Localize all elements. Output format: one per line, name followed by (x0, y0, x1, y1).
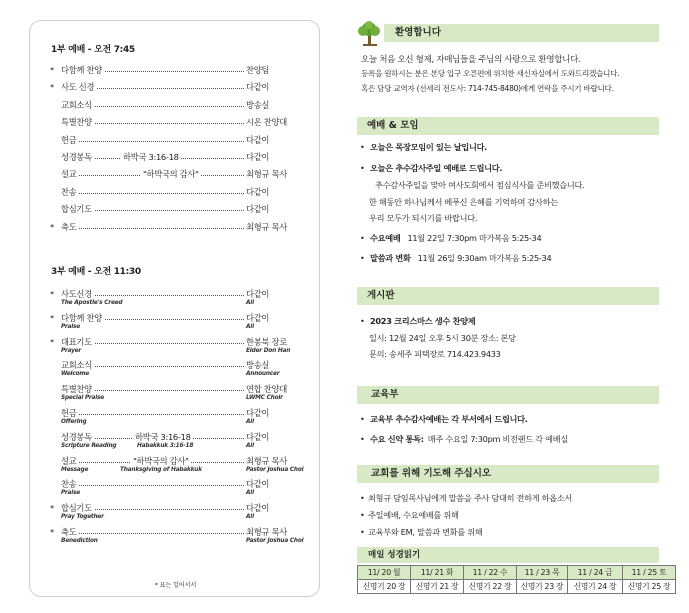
prayer-item: • 교육부와 EM, 말씀과 변화를 위해 (360, 527, 483, 537)
service-row-english-leader: Pastor Joshua Choi (246, 538, 304, 544)
service-row (50, 203, 302, 215)
service-row-english-leader: LWMC Choir (246, 395, 283, 402)
service-row-label: 설교 (61, 169, 77, 180)
service-row-leader: 최형규 목사 (246, 169, 287, 180)
tree-icon (357, 20, 383, 47)
service-row-english-leader: All (246, 490, 254, 497)
service-row (50, 186, 302, 198)
worship-header (357, 117, 659, 135)
worship-item-1: • 오늘은 목장모임이 있는 날입니다. (360, 142, 487, 152)
service-row-leader: 다같이 (246, 186, 270, 197)
service-row-leader: 찬양팀 (246, 65, 270, 75)
service-row-leader: 한봉북 장로 (246, 336, 287, 347)
service-row-leader: 최형규 목사 (246, 221, 287, 232)
service3-title: 3부 예배 - 오전 11:30 (51, 267, 141, 277)
service-row-leader: 다같이 (246, 134, 270, 145)
service-row-english-label: Special Praise (61, 395, 105, 402)
service-row-english-label: Benediction (61, 538, 98, 544)
prayer-item: • 주일예배, 수요예배를 위해 (360, 510, 459, 520)
service-row-english-label: Welcome (61, 371, 89, 378)
service-row-label: 특별찬양 (61, 117, 92, 128)
service-row-leader: 시온 찬양대 (246, 117, 287, 128)
education-item-2: • 수요 신약 통독: 매주 수요일 7:30pm 비전랜드 각 예배실 (360, 434, 568, 444)
worship-item-3: • 수요예배 11월 22일 7:30pm 마가복음 5:25-34 (360, 233, 542, 243)
service-row (50, 116, 302, 128)
service-row-english-detail: Thanksgiving of Habakkuk (120, 466, 202, 473)
service-row-label: 설교 (61, 455, 77, 466)
bible-reading-cell: 신명기 24 장 (568, 580, 623, 594)
board-item-1-line1: 일시: 12월 24일 오후 5시 30분 장소: 본당 (369, 333, 516, 343)
stand-marker: * (50, 527, 54, 537)
bible-reading-table (357, 565, 676, 594)
service-row (50, 81, 302, 93)
service-row-english-detail: Habakkuk 3:16-18 (137, 442, 194, 449)
stand-marker: * (50, 65, 54, 75)
stand-marker: * (50, 82, 54, 93)
board-header (357, 287, 659, 305)
service-row-leader: 다같이 (246, 82, 270, 93)
service-row-leader: 다같이 (246, 431, 270, 442)
service-row-label: 축도 (61, 221, 77, 232)
welcome-title: 환영합니다 (395, 27, 441, 38)
service-row-english-leader: All (246, 419, 254, 425)
service-row (50, 312, 302, 324)
service-row-detail: "하박국의 감사" (143, 169, 199, 180)
board-item-1-line2: 문의: 송세주 피택장로 714.423.9433 (369, 349, 501, 359)
service-row-leader: 다같이 (246, 479, 270, 490)
service-row (50, 221, 302, 233)
service-row (50, 526, 302, 538)
bible-reading-header (357, 547, 659, 563)
service1-title: 1부 예배 - 오전 7:45 (51, 45, 135, 55)
service-row-english-label: Offering (61, 419, 87, 425)
service-row-leader: 다같이 (246, 204, 270, 215)
education-header (357, 386, 659, 404)
service-row-label: 다함께 찬양 (61, 65, 102, 75)
service-row-english-label: Message (61, 466, 89, 473)
stand-marker: * (50, 221, 54, 232)
worship-item-2-line3: 우리 모두가 되시기를 바랍니다. (369, 213, 478, 223)
worship-item-4: • 말씀과 변화 11월 26일 9:30am 마가복음 5:25-34 (360, 253, 552, 263)
service-row (50, 431, 302, 443)
bible-reading-title: 매일 성경읽기 (368, 550, 421, 560)
prayer-header (357, 465, 659, 483)
service-row (50, 455, 302, 467)
bible-day-cell: 11 / 24 금 (568, 566, 623, 580)
stand-marker: * (50, 503, 54, 514)
service-row-leader: 연합 찬양대 (246, 384, 287, 395)
welcome-line3: 혹은 담당 교역자 (선세리 전도사: 714-745-8480)에게 연락을 주시기 바랍니다. (361, 84, 614, 93)
service-row-english-leader: All (246, 300, 254, 306)
service-row-leader: 최형규 목사 (246, 455, 287, 466)
service-row-label: 합심기도 (61, 204, 92, 215)
service-row-leader: 다같이 (246, 312, 270, 323)
worship-title: 예배 & 모임 (367, 120, 419, 131)
service-row-english-leader: Pastor Joshua Choi (246, 466, 304, 473)
service-row (50, 151, 302, 163)
bible-day-cell: 11 / 22 수 (464, 566, 517, 580)
service-row-detail: 하박국 3:16-18 (135, 431, 191, 442)
stand-marker: * (50, 312, 54, 323)
bible-day-cell: 11/ 20 월 (358, 566, 411, 580)
bible-reading-cell: 신명기 22 장 (464, 580, 517, 594)
service-row (50, 288, 302, 300)
service-row (50, 383, 302, 395)
service-row (50, 168, 302, 180)
service-row (50, 502, 302, 514)
service-row-label: 사도신경 (61, 289, 92, 299)
worship-item-2-line1: 추수감사주일을 맞아 여사도회에서 점심식사를 준비했습니다. (375, 180, 585, 190)
bible-reading-cell: 신명기 25 장 (623, 580, 676, 594)
service-row-label: 성경봉독 (61, 431, 92, 442)
education-item-1: • 교육부 추수감사예배는 각 부서에서 드립니다. (360, 414, 528, 424)
service-row (50, 336, 302, 348)
service-row-detail: 하박국 3:16-18 (123, 152, 179, 162)
service-row-label: 교회소식 (61, 99, 92, 110)
service-row-label: 교회소식 (61, 360, 92, 371)
service-row-detail: "하박국의 감사" (133, 455, 189, 466)
service-row-label: 헌금 (61, 134, 77, 145)
service-row-label: 축도 (61, 527, 77, 537)
service-row-english-leader: Announcer (246, 371, 280, 378)
service-row-leader: 최형규 목사 (246, 527, 287, 537)
service-row-label: 다함께 찬양 (61, 312, 102, 323)
service-row (50, 359, 302, 371)
worship-item-2-line2: 한 해동안 하나님께서 베푸신 은혜를 기억하며 감사하는 (369, 197, 558, 207)
service-row-english-leader: All (246, 514, 254, 521)
service-row (50, 99, 302, 111)
stand-marker: * (50, 336, 54, 347)
service-row-label: 헌금 (61, 408, 77, 418)
bible-reading-cell: 신명기 23 장 (517, 580, 568, 594)
service-row-english-label: Pray Together (61, 514, 104, 521)
service-row-leader: 방송실 (246, 99, 270, 110)
service-row-english-leader: All (246, 323, 254, 330)
welcome-header (384, 24, 659, 42)
bible-reading-cell: 신명기 21 장 (411, 580, 464, 594)
service-row-label: 찬송 (61, 186, 77, 197)
board-title: 게시판 (367, 290, 395, 301)
service-row-label: 사도 신경 (61, 82, 95, 93)
stand-marker: * (50, 289, 54, 299)
service-row-leader: 다같이 (246, 152, 270, 162)
worship-item-2: • 오늘은 추수감사주일 예배로 드립니다. (360, 163, 503, 173)
prayer-item: • 최형규 담임목사님에게 말씀을 주사 담대히 전하게 하옵소서 (360, 493, 573, 503)
bible-day-cell: 11 / 23 목 (517, 566, 568, 580)
service-row-label: 성경봉독 (61, 152, 92, 162)
bible-day-cell: 11/ 21 화 (411, 566, 464, 580)
service-row-leader: 다같이 (246, 289, 270, 299)
bible-day-cell: 11 / 25 토 (623, 566, 676, 580)
service-row-label: 찬송 (61, 479, 77, 490)
service-row (50, 478, 302, 490)
service-row-english-leader: All (246, 442, 254, 449)
prayer-title: 교회를 위해 기도해 주십시오 (371, 468, 492, 479)
service-row (50, 134, 302, 146)
standing-footnote: * 표는 일어서서 (154, 582, 197, 589)
education-title: 교육부 (371, 389, 399, 400)
service-row-leader: 다같이 (246, 503, 270, 514)
board-item-1: • 2023 크리스마스 생수 찬양제 (360, 316, 476, 326)
bible-reading-cell: 신명기 20 장 (358, 580, 411, 594)
service-row-english-label: Praise (61, 490, 81, 497)
service-row-english-label: Scripture Reading (61, 442, 117, 449)
service-row-label: 대표기도 (61, 336, 92, 347)
service-row-english-label: The Apostle's Creed (61, 300, 123, 306)
service-row-english-leader: Elder Don Han (246, 347, 291, 354)
service-row-leader: 방송실 (246, 360, 270, 371)
service-row-leader: 다같이 (246, 408, 270, 418)
service-row-english-label: Prayer (61, 347, 82, 354)
welcome-line2: 등록을 원하시는 분은 본당 입구 오른편에 위치한 새신자실에서 도와드리겠습니다. (361, 69, 620, 78)
service-row-label: 합심기도 (61, 503, 92, 514)
order-of-service-card (29, 20, 320, 597)
service-row (50, 407, 302, 419)
service-row-label: 특별찬양 (61, 384, 92, 395)
service-row (50, 64, 302, 76)
welcome-line1: 오늘 처음 오신 형제, 자매님들을 주님의 사랑으로 환영합니다. (361, 55, 581, 65)
service-row-english-label: Praise (61, 323, 81, 330)
